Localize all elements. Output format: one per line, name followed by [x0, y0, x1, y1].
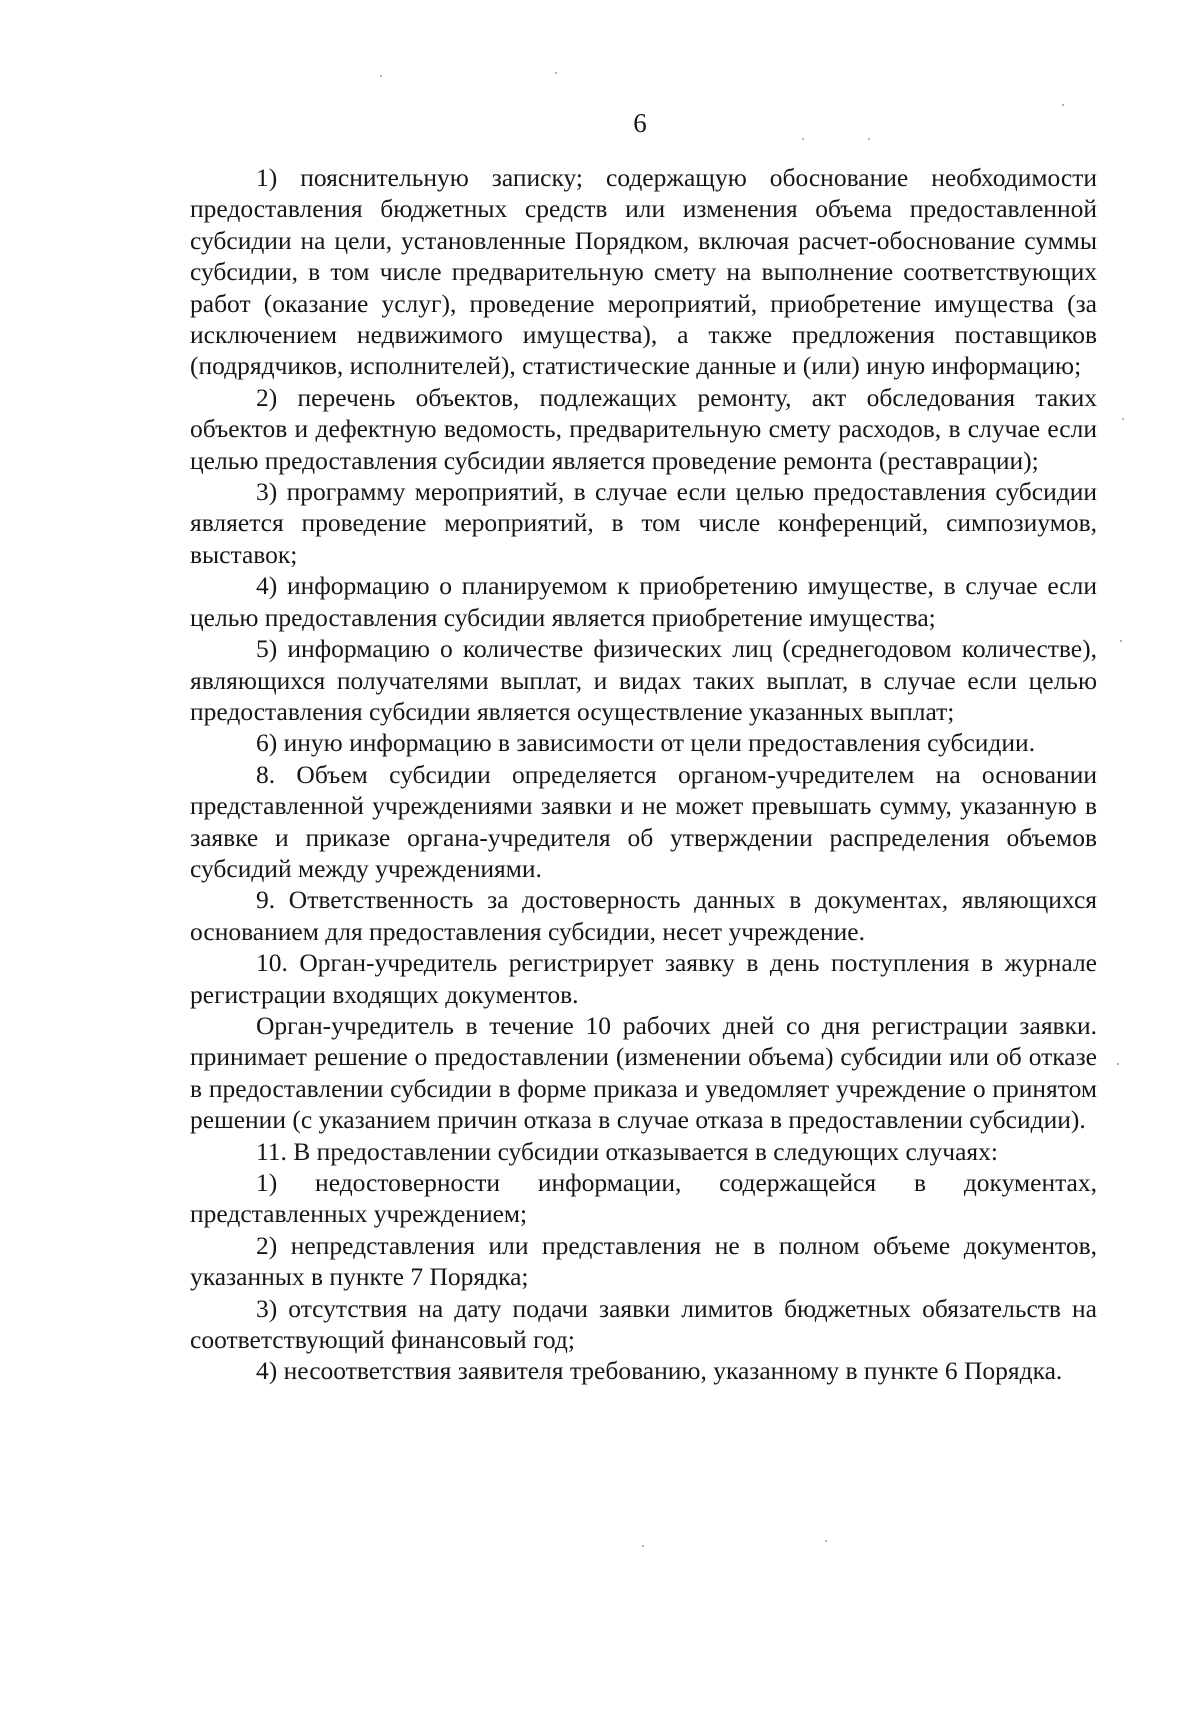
scan-speck — [1122, 418, 1124, 420]
scan-speck — [1062, 104, 1064, 106]
paragraph-decision-term: Орган-учредитель в течение 10 рабочих дней со дня регистрации заявки. принимает решение о предоставлении (изменении объема) субсидии или об отказе в предоставлении субсидии в форме приказа и уведомляет учреждение о принятом решении (с указанием причин отказа в случае отказа в предоставлении субсидии). — [190, 1010, 1097, 1135]
paragraph-clause-11: 11. В предоставлении субсидии отказывается в следующих случаях: — [256, 1136, 998, 1166]
paragraph-refusal-reason-4: 4) несоответствия заявителя требованию, указанному в пункте 6 Порядка. — [256, 1356, 1063, 1386]
page-number: 6 — [633, 108, 647, 138]
scan-speck — [868, 138, 870, 140]
paragraph-repair-objects-list: 2) перечень объектов, подлежащих ремонту, акт обследования таких объектов и дефектную ведомость, предварительную смету расходов, в случае если целью предоставления субсидии является проведение ремонта (реставрации); — [190, 382, 1097, 475]
scan-speck — [555, 72, 557, 74]
paragraph-events-program: 3) программу мероприятий, в случае если целью предоставления субсидии является проведение мероприятий, в том числе конференций, симпозиумов, выставок; — [190, 477, 1097, 569]
paragraph-refusal-reason-2: 2) непредставления или представления не в полном объеме документов, указанных в пункте 7 Порядка; — [190, 1230, 1097, 1292]
paragraph-explanatory-note: 1) пояснительную записку; содержащую обоснование необходимости предоставления бюджетных средств или изменения объема предоставленной субсидии на цели, установленные Порядком, включая расчет-обоснование суммы субсидии, в том числе предварительную смету на выполнение соответствующих работ (оказание услуг), проведение мероприятий, приобретение имущества (за исключением недвижимого имущества), а также предложения поставщиков (подрядчиков, исполнителей), статистические данные и (или) иную информацию; — [190, 163, 1097, 381]
paragraph-other-info: 6) иную информацию в зависимости от цели предоставления субсидии. — [256, 728, 1036, 758]
paragraph-refusal-reason-1: 1) недостоверности информации, содержащейся в документах, представленных учреждением; — [190, 1168, 1097, 1229]
scan-speck — [1117, 1063, 1119, 1065]
scan-speck — [1120, 640, 1122, 642]
scan-speck — [380, 75, 382, 77]
scan-speck — [802, 138, 804, 140]
paragraph-clause-10: 10. Орган-учредитель регистрирует заявку в день поступления в журнале регистрации входящих документов. — [190, 948, 1097, 1009]
document-body — [190, 162, 1097, 1387]
scan-speck — [825, 1540, 827, 1542]
scan-speck — [642, 1545, 644, 1547]
paragraph-persons-info: 5) информацию о количестве физических лиц (среднегодовом количестве), являющихся получателями выплат, и видах таких выплат, в случае если целью предоставления субсидии является осуществление указанных выплат; — [190, 634, 1097, 726]
paragraph-clause-8: 8. Объем субсидии определяется органом-учредителем на основании представленной учреждениями заявки и не может превышать сумму, указанную в заявке и приказе органа-учредителя об утверждении распределения объемов субсидий между учреждениями. — [190, 759, 1097, 883]
paragraph-clause-9: 9. Ответственность за достоверность данных в документах, являющихся основанием для предоставления субсидии, несет учреждение. — [190, 885, 1097, 946]
paragraph-refusal-reason-3: 3) отсутствия на дату подачи заявки лимитов бюджетных обязательств на соответствующий финансовый год; — [190, 1293, 1097, 1355]
paragraph-property-info: 4) информацию о планируемом к приобретению имуществе, в случае если целью предоставления субсидии является приобретение имущества; — [190, 571, 1097, 632]
